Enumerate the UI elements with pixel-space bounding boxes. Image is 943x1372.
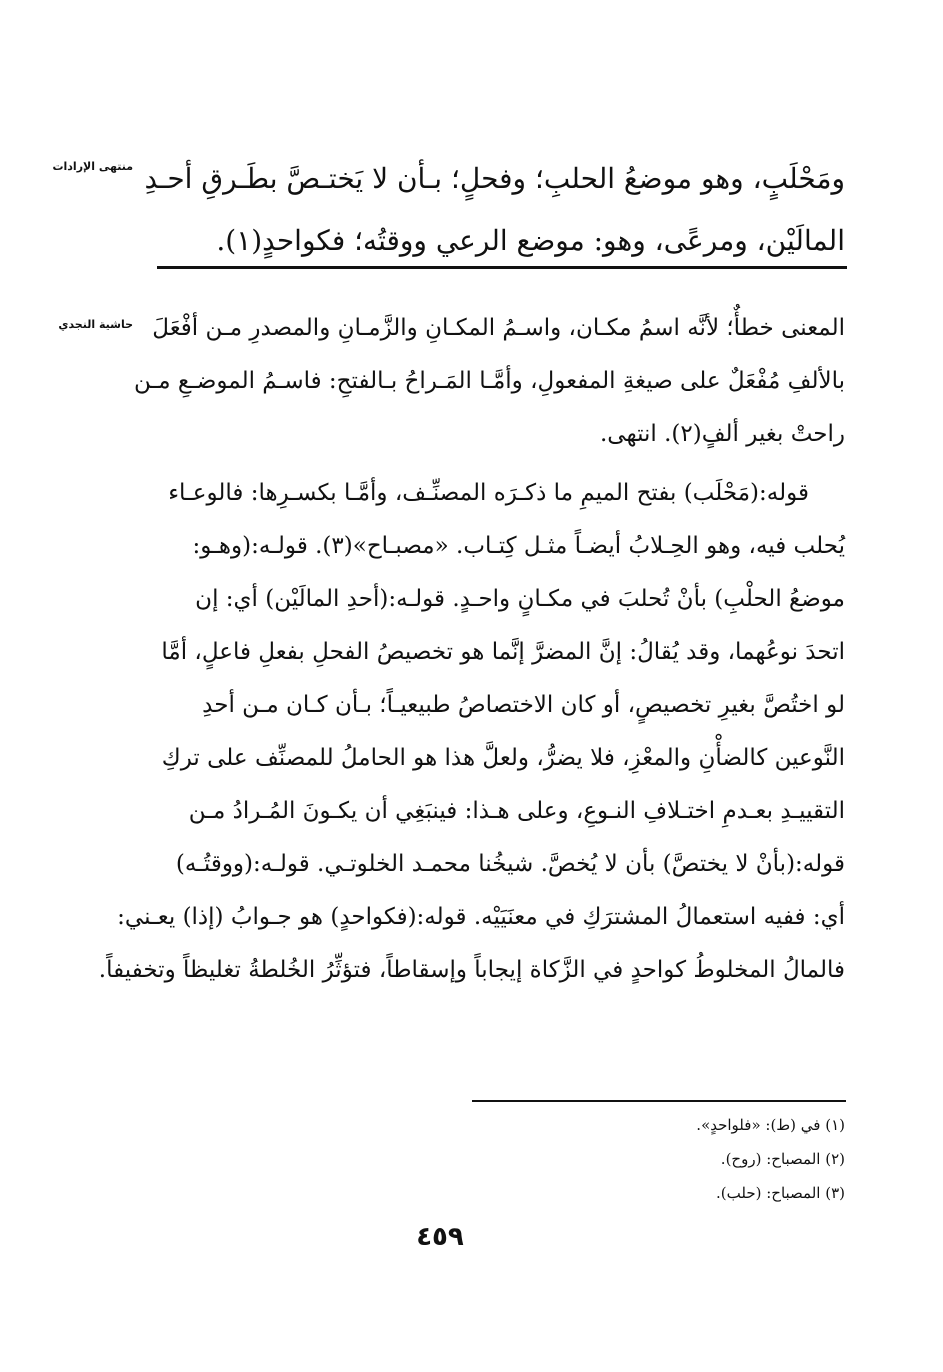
- commentary-line: أي: ففيه استعمالُ المشترَكِ في معنَيَيْه. قوله:(فكواحدٍ) هو جـوابُ (إذا) يعـني:: [117, 904, 845, 930]
- footnotes: [465, 1108, 845, 1210]
- commentary-line: اتحدَ نوعُهما، وقد يُقالُ: إنَّ المضرَّ إنَّما هو تخصيصُ الفحلِ بفعلِ فاعلٍ، أمَّا: [161, 639, 845, 665]
- matn-line: ومَحْلَبٍ، وهو موضعُ الحلبِ؛ وفحلٍ؛ بـأن لا يَختـصَّ بطَـرقِ أحـدِ: [144, 162, 845, 195]
- commentary-line: قوله:(بأنْ لا يختصَّ) بأن لا يُخصَّ. شيخُنا محمـد الخلوتـي. قولـه:(ووقتُـه): [175, 851, 845, 877]
- footnote: (١) في (ط): «فلواحدٍ».: [696, 1116, 845, 1134]
- hashiya-text: [98, 302, 845, 997]
- commentary-line: المعنى خطأٌ؛ لأنَّه اسمُ مكـان، واسـمُ المكـانِ والزَّمـانِ والمصدرِ مـن أفْعَلَ: [152, 315, 845, 341]
- commentary-paragraph: [134, 302, 845, 461]
- commentary-line: موضعُ الحلْبِ) بأنْ تُحلبَ في مكـانٍ واحـدٍ. قولـه:(أحدِ المالَيْن) أي: إن: [195, 586, 845, 612]
- footnote: (٣) المصباح: (حلب).: [716, 1184, 845, 1202]
- matn-side-label: منتهى الإرادات: [52, 160, 133, 173]
- commentary-line: قوله:(مَحْلَب) بفتح الميمِ ما ذكـرَه المصنِّـف، وأمَّـا بكسـرِها: فالوعـاء: [168, 480, 809, 506]
- hashiya-side-label: حاشية النجدي: [58, 318, 133, 331]
- commentary-line: لو اختُصَّ بغيرِ تخصيصٍ، أو كان الاختصاصُ طبيعيـاً؛ بـأن كـان مـن أحدِ: [202, 692, 845, 718]
- matn-text: [144, 148, 845, 272]
- commentary-line: يُحلب فيه، وهو الحِـلابُ أيضـاً مثـل كِتـاب. «مصبـاح»(٣). قولـه:(وهـو:: [192, 533, 845, 559]
- footnote-divider: [472, 1100, 846, 1102]
- section-divider: [157, 266, 847, 269]
- commentary-line: راحتْ بغير ألفٍ(٢). انتهى.: [599, 421, 845, 447]
- footnote: (٢) المصباح: (روح).: [720, 1150, 845, 1168]
- commentary-line: النَّوعين كالضأْنِ والمعْزِ، فلا يضرُّ، ولعلَّ هذا هو الحاملُ للمصنِّف على تركِ: [161, 745, 845, 771]
- commentary-line: بالألفِ مُفْعَلٌ على صيغةِ المفعولِ، وأمَّـا المَـراحُ بـالفتحِ: فاسـمُ الموضـعِ مـن: [134, 368, 845, 394]
- commentary-line: التقييـدِ بعـدمِ اختـلافِ النـوعِ، وعلى هـذا: فينبَغِي أن يكـونَ المُـرادُ مـن: [188, 798, 845, 824]
- commentary-paragraph: [98, 467, 845, 997]
- page-number: ٤٥٩: [416, 1222, 464, 1252]
- matn-line: المالَيْن، ومرعًى، وهو: موضع الرعي ووقتُه؛ فكواحدٍ(١).: [216, 224, 845, 257]
- commentary-line: فالمالُ المخلوطُ كواحدٍ في الزَّكاة إيجاباً وإسقاطاً، فتؤثِّرُ الخُلطةُ تغليظاً وتخفيفاً.: [98, 957, 845, 983]
